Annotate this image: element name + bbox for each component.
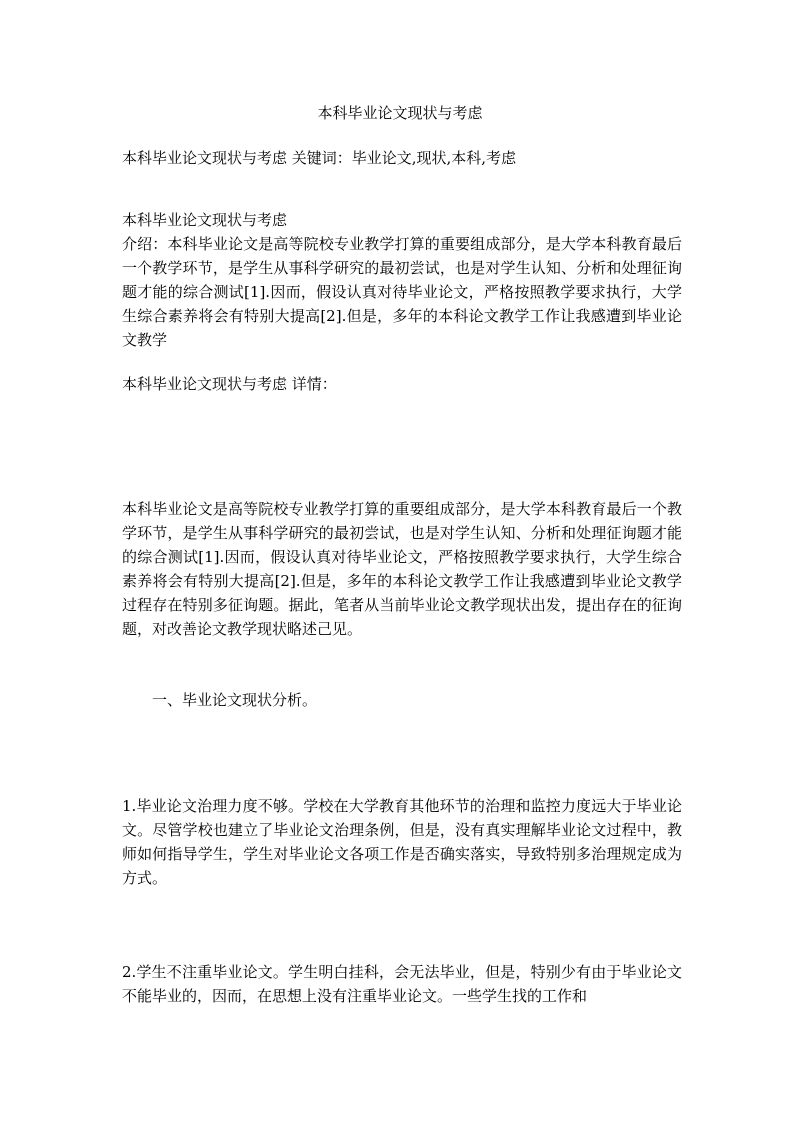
detail-heading: 本科毕业论文现状与考虑 详情： xyxy=(122,375,337,393)
summary-paragraph: 介绍：本科毕业论文是高等院校专业教学打算的重要组成部分，是大学本科教育最后一个教学环节，是学生从事科学研究的最初尝试，也是对学生认知、分析和处理征询题才能的综合测试[1].因而，假设认真对待毕业论文，严格按照教学要求执行，大学生综合素养将会有特别大提高[2].但是，多年的本科论文教学工作让我感遭到毕业论文教学 xyxy=(122,235,682,349)
section-heading: 一、毕业论文现状分析。 xyxy=(152,691,318,709)
point-2-paragraph: 2.学生不注重毕业论文。学生明白挂科，会无法毕业，但是，特别少有由于毕业论文不能毕业的，因而，在思想上没有注重毕业论文。一些学生找的工作和 xyxy=(122,963,682,1005)
body-paragraph: 本科毕业论文是高等院校专业教学打算的重要组成部分，是大学本科教育最后一个教学环节，是学生从事科学研究的最初尝试，也是对学生认知、分析和处理征询题才能的综合测试[1].因而，假设认真对待毕业论文，严格按照教学要求执行，大学生综合素养将会有特别大提高[2].但是，多年的本科论文教学工作让我感遭到毕业论文教学过程存在特别多征询题。据此，笔者从当前毕业论文教学现状出发，提出存在的征询题，对改善论文教学现状略述己见。 xyxy=(122,500,682,638)
summary-heading: 本科毕业论文现状与考虑 xyxy=(122,211,288,229)
keywords-line: 本科毕业论文现状与考虑 关键词：毕业论文,现状,本科,考虑 xyxy=(122,149,517,167)
document-title: 本科毕业论文现状与考虑 xyxy=(317,104,483,122)
point-1-paragraph: 1.毕业论文治理力度不够。学校在大学教育其他环节的治理和监控力度远大于毕业论文。尽管学校也建立了毕业论文治理条例，但是，没有真实理解毕业论文过程中，教师如何指导学生，学生对毕业论文各项工作是否确实落实，导致特别多治理规定成为方式。 xyxy=(122,797,682,887)
